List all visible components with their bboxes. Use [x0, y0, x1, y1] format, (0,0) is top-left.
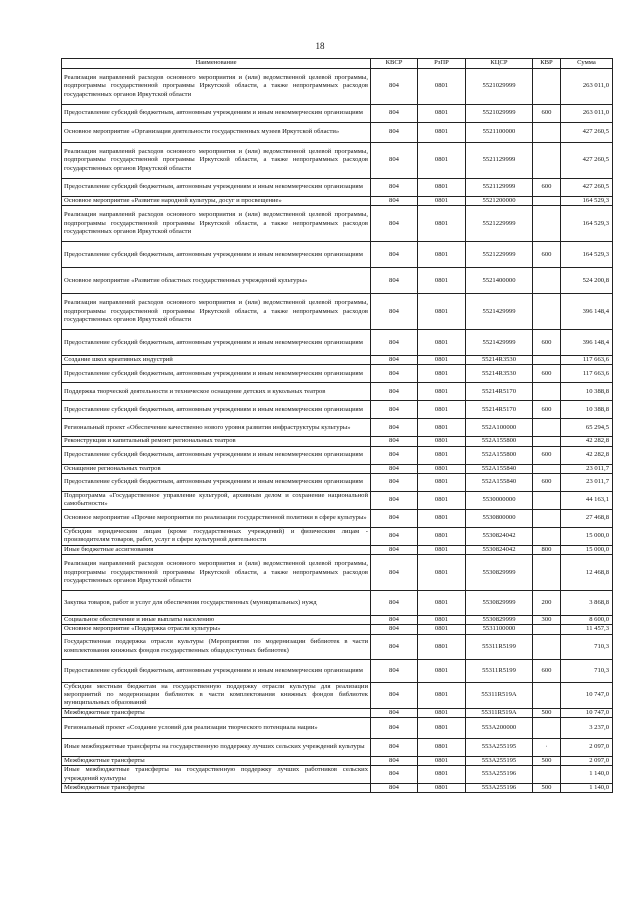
cell-kvsr: 804: [371, 659, 418, 682]
cell-kcsr: 5521129999: [466, 143, 533, 179]
cell-sum: 10 747,0: [561, 682, 613, 708]
table-row: [62, 625, 613, 634]
cell-kvsr: 804: [371, 491, 418, 509]
cell-kvr: [533, 464, 561, 473]
cell-kcsr: 55311R5199: [466, 659, 533, 682]
cell-rzpr: 0801: [418, 401, 466, 419]
cell-kcsr: 55214R3530: [466, 356, 533, 365]
cell-kvsr: 804: [371, 527, 418, 545]
table-row: [62, 197, 613, 206]
cell-name: Предоставление субсидий бюджетным, автономным учреждениям и иным некоммерческим организациям: [62, 473, 371, 491]
cell-rzpr: 0801: [418, 625, 466, 634]
cell-name: Иные межбюджетные трансферты на государственную поддержку лучших работников сельских учреждений культуры: [62, 766, 371, 784]
cell-sum: 164 529,3: [561, 242, 613, 268]
cell-kcsr: 553A255195: [466, 738, 533, 756]
cell-kvr: ·: [533, 738, 561, 756]
cell-sum: 3 237,0: [561, 717, 613, 738]
cell-name: Межбюджетные трансферты: [62, 784, 371, 793]
cell-kcsr: 55311R519A: [466, 708, 533, 717]
table-row: [62, 419, 613, 437]
cell-kvr: 600: [533, 401, 561, 419]
cell-kcsr: 5530829999: [466, 591, 533, 616]
cell-rzpr: 0801: [418, 383, 466, 401]
cell-kvr: [533, 294, 561, 330]
cell-rzpr: 0801: [418, 634, 466, 659]
cell-kcsr: 55311R5199: [466, 634, 533, 659]
cell-kvsr: 804: [371, 356, 418, 365]
cell-name: Предоставление субсидий бюджетным, автономным учреждениям и иным некоммерческим организациям: [62, 105, 371, 123]
cell-sum: 710,3: [561, 659, 613, 682]
table-row: [62, 555, 613, 591]
cell-sum: 15 000,0: [561, 527, 613, 545]
cell-name: Иные бюджетные ассигнования: [62, 545, 371, 554]
cell-sum: 117 663,6: [561, 356, 613, 365]
cell-kvsr: 804: [371, 197, 418, 206]
header-kvr: КВР: [533, 59, 561, 69]
cell-kvr: [533, 197, 561, 206]
cell-name: Реализация направлений расходов основного мероприятия и (или) ведомственной целевой программы, подпрограммы государственной программы Иркутской области, а также непрограммных расходов государственных органов Иркутской области: [62, 143, 371, 179]
table-row: [62, 143, 613, 179]
cell-rzpr: 0801: [418, 330, 466, 356]
cell-kvsr: 804: [371, 446, 418, 464]
cell-kvr: 300: [533, 616, 561, 625]
cell-kcsr: 552A155800: [466, 446, 533, 464]
cell-rzpr: 0801: [418, 105, 466, 123]
cell-kvsr: 804: [371, 545, 418, 554]
cell-kcsr: 553A255196: [466, 784, 533, 793]
cell-kvsr: 804: [371, 738, 418, 756]
cell-name: Предоставление субсидий бюджетным, автономным учреждениям и иным некоммерческим организациям: [62, 365, 371, 383]
cell-kvsr: 804: [371, 555, 418, 591]
cell-sum: 396 148,4: [561, 294, 613, 330]
table-row: [62, 591, 613, 616]
table-row: [62, 123, 613, 143]
cell-kcsr: 5530800000: [466, 509, 533, 527]
cell-sum: 2 097,0: [561, 756, 613, 765]
cell-sum: 23 011,7: [561, 464, 613, 473]
header-sum: Сумма: [561, 59, 613, 69]
cell-name: Основное мероприятие «Развитие народной культуры, досуг и просвещение»: [62, 197, 371, 206]
table-row: [62, 356, 613, 365]
cell-rzpr: 0801: [418, 682, 466, 708]
cell-kcsr: 5521429999: [466, 294, 533, 330]
table-row: [62, 206, 613, 242]
table-row: [62, 708, 613, 717]
cell-rzpr: 0801: [418, 206, 466, 242]
cell-kcsr: 5530824042: [466, 545, 533, 554]
cell-kvr: [533, 527, 561, 545]
table-row: [62, 545, 613, 554]
cell-kvr: [533, 206, 561, 242]
table-row: [62, 268, 613, 294]
cell-name: Предоставление субсидий бюджетным, автономным учреждениям и иным некоммерческим организациям: [62, 659, 371, 682]
cell-kvr: [533, 682, 561, 708]
cell-kvr: 600: [533, 179, 561, 197]
table-row: [62, 473, 613, 491]
cell-kcsr: 5521229999: [466, 206, 533, 242]
cell-kvr: [533, 555, 561, 591]
cell-rzpr: 0801: [418, 69, 466, 105]
cell-sum: 27 468,8: [561, 509, 613, 527]
table-row: [62, 69, 613, 105]
cell-kcsr: 553A255196: [466, 766, 533, 784]
cell-kvr: 600: [533, 105, 561, 123]
cell-name: Закупка товаров, работ и услуг для обеспечения государственных (муниципальных) нужд: [62, 591, 371, 616]
cell-kvsr: 804: [371, 464, 418, 473]
table-row: [62, 527, 613, 545]
cell-kcsr: 552A100000: [466, 419, 533, 437]
cell-name: Реконструкция и капитальный ремонт региональных театров: [62, 437, 371, 446]
cell-kvsr: 804: [371, 766, 418, 784]
cell-kvsr: 804: [371, 756, 418, 765]
cell-name: Межбюджетные трансферты: [62, 708, 371, 717]
cell-kcsr: 55214R5170: [466, 401, 533, 419]
cell-kvr: 600: [533, 473, 561, 491]
cell-kcsr: 5530000000: [466, 491, 533, 509]
cell-rzpr: 0801: [418, 143, 466, 179]
table-row: [62, 491, 613, 509]
table-row: [62, 766, 613, 784]
cell-name: Подпрограмма «Государственное управление культурой, архивным делом и сохранение национальной самобытности»: [62, 491, 371, 509]
table-row: [62, 659, 613, 682]
cell-kvr: 600: [533, 659, 561, 682]
cell-kvr: 600: [533, 242, 561, 268]
table-row: [62, 383, 613, 401]
cell-kcsr: 553A200000: [466, 717, 533, 738]
cell-name: Государственная поддержка отрасли культуры (Мероприятия по модернизации библиотек в части комплектования книжных фондов государственных общедоступных библиотек): [62, 634, 371, 659]
cell-kvsr: 804: [371, 473, 418, 491]
cell-kvsr: 804: [371, 509, 418, 527]
cell-kcsr: 5530829999: [466, 616, 533, 625]
cell-sum: 1 140,0: [561, 784, 613, 793]
cell-sum: 42 282,8: [561, 446, 613, 464]
cell-kvsr: 804: [371, 682, 418, 708]
cell-kvsr: 804: [371, 616, 418, 625]
cell-rzpr: 0801: [418, 659, 466, 682]
cell-kvr: 800: [533, 545, 561, 554]
cell-sum: 427 260,5: [561, 143, 613, 179]
cell-rzpr: 0801: [418, 294, 466, 330]
cell-kvsr: 804: [371, 383, 418, 401]
cell-kvsr: 804: [371, 634, 418, 659]
cell-rzpr: 0801: [418, 419, 466, 437]
cell-kvsr: 804: [371, 365, 418, 383]
cell-kvr: [533, 419, 561, 437]
cell-rzpr: 0801: [418, 756, 466, 765]
table-row: [62, 784, 613, 793]
cell-kvsr: 804: [371, 708, 418, 717]
cell-rzpr: 0801: [418, 708, 466, 717]
cell-rzpr: 0801: [418, 717, 466, 738]
cell-name: Поддержка творческой деятельности и техническое оснащение детских и кукольных театров: [62, 383, 371, 401]
cell-kcsr: 55311R519A: [466, 682, 533, 708]
cell-sum: 23 011,7: [561, 473, 613, 491]
cell-kvsr: 804: [371, 206, 418, 242]
cell-kcsr: 5521129999: [466, 179, 533, 197]
cell-sum: 427 260,5: [561, 123, 613, 143]
cell-name: Предоставление субсидий бюджетным, автономным учреждениям и иным некоммерческим организациям: [62, 179, 371, 197]
cell-name: Оснащение региональных театров: [62, 464, 371, 473]
cell-kvsr: 804: [371, 591, 418, 616]
cell-kvr: [533, 356, 561, 365]
cell-sum: 42 282,8: [561, 437, 613, 446]
cell-kcsr: 5521029999: [466, 105, 533, 123]
cell-name: Субсидии местным бюджетам на государственную поддержку отрасли культуры для реализации мероприятий по модернизации библиотек в части комплектования книжных фондов библиотек муниципальных образований: [62, 682, 371, 708]
cell-sum: 12 468,8: [561, 555, 613, 591]
cell-kvsr: 804: [371, 123, 418, 143]
table-row: [62, 682, 613, 708]
cell-sum: 10 747,0: [561, 708, 613, 717]
cell-kvsr: 804: [371, 330, 418, 356]
cell-name: Основное мероприятие «Организация деятельности государственных музеев Иркутской области»: [62, 123, 371, 143]
cell-sum: 44 163,1: [561, 491, 613, 509]
cell-kvr: 600: [533, 330, 561, 356]
cell-sum: 3 868,8: [561, 591, 613, 616]
cell-kvsr: 804: [371, 179, 418, 197]
table-row: [62, 738, 613, 756]
table-row: [62, 509, 613, 527]
cell-kvr: [533, 143, 561, 179]
cell-name: Иные межбюджетные трансферты на государственную поддержку лучших сельских учреждений культуры: [62, 738, 371, 756]
cell-sum: 164 529,3: [561, 206, 613, 242]
table-row: [62, 179, 613, 197]
cell-sum: 8 600,0: [561, 616, 613, 625]
cell-kvr: [533, 123, 561, 143]
cell-kvr: [533, 509, 561, 527]
table-row: [62, 330, 613, 356]
cell-rzpr: 0801: [418, 446, 466, 464]
cell-sum: 2 097,0: [561, 738, 613, 756]
table-row: [62, 616, 613, 625]
cell-kvr: [533, 766, 561, 784]
cell-kcsr: 552A155840: [466, 464, 533, 473]
cell-sum: 15 000,0: [561, 545, 613, 554]
cell-kcsr: 5530829999: [466, 555, 533, 591]
cell-kcsr: 5521200000: [466, 197, 533, 206]
cell-name: Реализация направлений расходов основного мероприятия и (или) ведомственной целевой программы, подпрограммы государственной программы Иркутской области, а также непрограммных расходов государственных органов Иркутской области: [62, 294, 371, 330]
cell-kvsr: 804: [371, 268, 418, 294]
cell-sum: 263 011,0: [561, 69, 613, 105]
table-row: [62, 365, 613, 383]
cell-name: Региональный проект «Создание условий для реализации творческого потенциала нации»: [62, 717, 371, 738]
table-row: [62, 105, 613, 123]
cell-kvsr: 804: [371, 143, 418, 179]
cell-rzpr: 0801: [418, 268, 466, 294]
cell-kvsr: 804: [371, 717, 418, 738]
cell-kvr: 500: [533, 784, 561, 793]
page-number: 18: [315, 41, 325, 51]
cell-kvsr: 804: [371, 625, 418, 634]
cell-name: Региональный проект «Обеспечение качественно нового уровня развития инфраструктуры культуры»: [62, 419, 371, 437]
cell-kvr: [533, 268, 561, 294]
cell-kcsr: 5521400000: [466, 268, 533, 294]
cell-sum: 10 388,8: [561, 383, 613, 401]
cell-sum: 10 388,8: [561, 401, 613, 419]
cell-rzpr: 0801: [418, 527, 466, 545]
budget-table: [61, 58, 613, 793]
cell-sum: 117 663,6: [561, 365, 613, 383]
table-row: [62, 446, 613, 464]
cell-sum: 710,3: [561, 634, 613, 659]
cell-sum: 263 011,0: [561, 105, 613, 123]
cell-kvsr: 804: [371, 784, 418, 793]
cell-name: Создание школ креативных индустрий: [62, 356, 371, 365]
cell-rzpr: 0801: [418, 197, 466, 206]
cell-kcsr: 5521429999: [466, 330, 533, 356]
cell-kvr: [533, 383, 561, 401]
cell-name: Основное мероприятие «Развитие областных государственных учреждений культуры»: [62, 268, 371, 294]
cell-sum: 1 140,0: [561, 766, 613, 784]
cell-kvr: 600: [533, 365, 561, 383]
cell-name: Социальное обеспечение и иные выплаты населению: [62, 616, 371, 625]
table-row: [62, 242, 613, 268]
cell-rzpr: 0801: [418, 509, 466, 527]
cell-kcsr: 5531100000: [466, 625, 533, 634]
cell-kvsr: 804: [371, 242, 418, 268]
cell-rzpr: 0801: [418, 437, 466, 446]
cell-rzpr: 0801: [418, 766, 466, 784]
cell-sum: 65 294,5: [561, 419, 613, 437]
cell-rzpr: 0801: [418, 616, 466, 625]
cell-rzpr: 0801: [418, 242, 466, 268]
header-kvsr: КВСР: [371, 59, 418, 69]
cell-rzpr: 0801: [418, 365, 466, 383]
cell-name: Предоставление субсидий бюджетным, автономным учреждениям и иным некоммерческим организациям: [62, 242, 371, 268]
cell-name: Реализация направлений расходов основного мероприятия и (или) ведомственной целевой программы, подпрограммы государственной программы Иркутской области, а также непрограммных расходов государственных органов Иркутской области: [62, 69, 371, 105]
table-header-row: [62, 59, 613, 69]
header-kcsr: КЦСР: [466, 59, 533, 69]
table-row: [62, 756, 613, 765]
cell-kcsr: 5521029999: [466, 69, 533, 105]
table-row: [62, 294, 613, 330]
cell-kvsr: 804: [371, 105, 418, 123]
cell-rzpr: 0801: [418, 464, 466, 473]
table-row: [62, 717, 613, 738]
cell-kcsr: 5530824042: [466, 527, 533, 545]
cell-rzpr: 0801: [418, 356, 466, 365]
cell-name: Основное мероприятие «Прочие мероприятия по реализации государственной политики в сфере культуры»: [62, 509, 371, 527]
cell-kcsr: 552A155840: [466, 473, 533, 491]
cell-kvr: [533, 437, 561, 446]
table-row: [62, 401, 613, 419]
cell-kcsr: 5521229999: [466, 242, 533, 268]
cell-kvr: [533, 491, 561, 509]
cell-kvsr: 804: [371, 419, 418, 437]
cell-kcsr: 55214R3530: [466, 365, 533, 383]
cell-kcsr: 553A255195: [466, 756, 533, 765]
cell-name: Предоставление субсидий бюджетным, автономным учреждениям и иным некоммерческим организациям: [62, 330, 371, 356]
cell-kcsr: 5521100000: [466, 123, 533, 143]
cell-name: Субсидии юридическим лицам (кроме государственных учреждений) и физическим лицам - производителям товаров, работ, услуг в сфере культурной деятельности: [62, 527, 371, 545]
cell-kvr: 500: [533, 708, 561, 717]
cell-kcsr: 552A155800: [466, 437, 533, 446]
cell-rzpr: 0801: [418, 591, 466, 616]
cell-kvr: [533, 634, 561, 659]
header-rzpr: РзПР: [418, 59, 466, 69]
table-row: [62, 464, 613, 473]
cell-sum: 396 148,4: [561, 330, 613, 356]
cell-name: Реализация направлений расходов основного мероприятия и (или) ведомственной целевой программы, подпрограммы государственной программы Иркутской области, а также непрограммных расходов государственных органов Иркутской области: [62, 555, 371, 591]
cell-sum: 164 529,3: [561, 197, 613, 206]
cell-sum: 427 260,5: [561, 179, 613, 197]
cell-sum: 524 200,8: [561, 268, 613, 294]
cell-kvr: [533, 69, 561, 105]
cell-kvsr: 804: [371, 437, 418, 446]
table-row: [62, 634, 613, 659]
cell-rzpr: 0801: [418, 179, 466, 197]
cell-kvsr: 804: [371, 401, 418, 419]
cell-name: Предоставление субсидий бюджетным, автономным учреждениям и иным некоммерческим организациям: [62, 446, 371, 464]
cell-kvr: [533, 625, 561, 634]
header-name: Наименование: [62, 59, 371, 69]
table-row: [62, 437, 613, 446]
cell-kvr: 200: [533, 591, 561, 616]
cell-rzpr: 0801: [418, 491, 466, 509]
cell-kcsr: 55214R5170: [466, 383, 533, 401]
cell-kvr: 600: [533, 446, 561, 464]
cell-name: Предоставление субсидий бюджетным, автономным учреждениям и иным некоммерческим организациям: [62, 401, 371, 419]
cell-rzpr: 0801: [418, 545, 466, 554]
table-body: [62, 69, 613, 793]
cell-name: Реализация направлений расходов основного мероприятия и (или) ведомственной целевой программы, подпрограммы государственной программы Иркутской области, а также непрограммных расходов государственных органов Иркутской области: [62, 206, 371, 242]
cell-kvr: 500: [533, 756, 561, 765]
cell-rzpr: 0801: [418, 123, 466, 143]
cell-kvsr: 804: [371, 69, 418, 105]
cell-kvsr: 804: [371, 294, 418, 330]
cell-rzpr: 0801: [418, 473, 466, 491]
cell-rzpr: 0801: [418, 555, 466, 591]
cell-sum: 11 457,3: [561, 625, 613, 634]
cell-name: Межбюджетные трансферты: [62, 756, 371, 765]
cell-name: Основное мероприятие «Поддержка отрасли культуры»: [62, 625, 371, 634]
cell-rzpr: 0801: [418, 784, 466, 793]
cell-kvr: [533, 717, 561, 738]
cell-rzpr: 0801: [418, 738, 466, 756]
